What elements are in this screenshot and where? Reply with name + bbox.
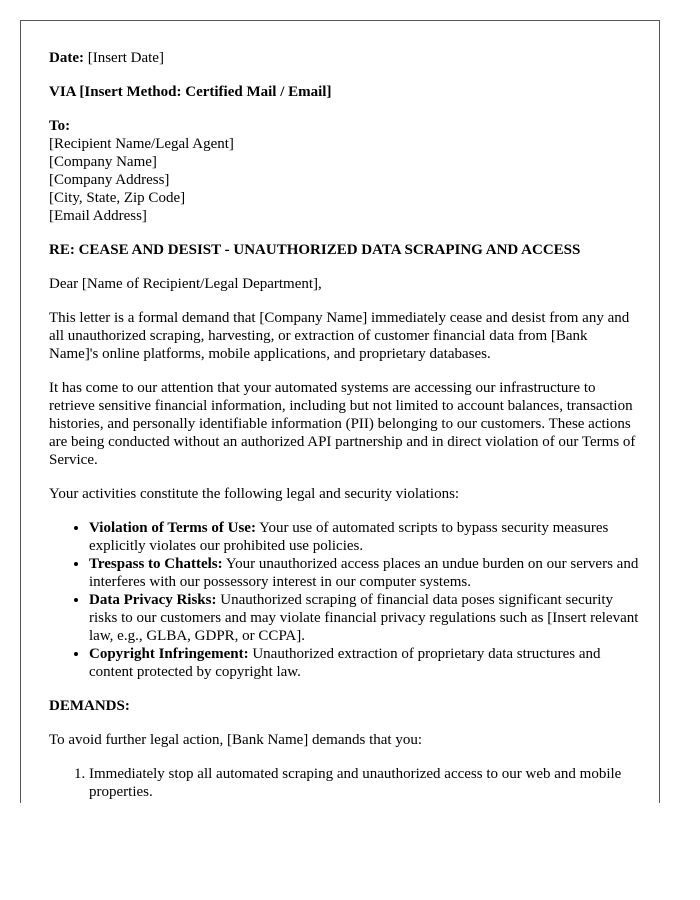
recipient-city: [City, State, Zip Code]	[49, 190, 186, 206]
list-item: 1. Immediately stop all automated scraping and unauthorized access to our web and mobile properties.	[89, 765, 639, 801]
paragraph-demand: This letter is a formal demand that [Company Name] immediately cease and desist from any and all unauthorized scraping, harvesting, or extraction of customer financial data from [Bank Name]'s online platforms, mobile applications, and proprietary databases.	[49, 310, 630, 362]
date-value: [Insert Date]	[83, 50, 164, 66]
re-line	[49, 241, 639, 259]
recipient-block	[49, 117, 639, 225]
date-label: Date:	[49, 50, 84, 66]
demands-heading-text: DEMANDS:	[49, 698, 130, 714]
recipient-name: [Recipient Name/Legal Agent]	[49, 136, 234, 152]
paragraph-attention: It has come to our attention that your automated systems are accessing our infrastructure to retrieve sensitive financial information, including but not limited to account balances, transaction histories, and personally identifiable information (PII) belonging to our customers. These actions are being conducted without an authorized API partnership and in direct violation of our Terms of Service.	[49, 380, 636, 468]
via-line	[49, 83, 639, 101]
re-text: RE: CEASE AND DESIST - UNAUTHORIZED DATA SCRAPING AND ACCESS	[49, 242, 581, 258]
violation-term: Data Privacy Risks:	[89, 592, 217, 608]
letter-page	[20, 20, 660, 803]
list-item	[89, 591, 639, 645]
list-item	[89, 519, 639, 555]
violation-term: Violation of Terms of Use:	[89, 520, 256, 536]
to-label: To:	[49, 118, 71, 134]
demands-list	[49, 765, 639, 801]
recipient-company: [Company Name]	[49, 154, 157, 170]
demands-heading	[49, 697, 639, 715]
via-text: VIA [Insert Method: Certified Mail / Email]	[49, 84, 332, 100]
letter-content	[49, 49, 639, 803]
recipient-address: [Company Address]	[49, 172, 170, 188]
list-item	[89, 645, 639, 681]
demands-intro: To avoid further legal action, [Bank Name] demands that you:	[49, 732, 423, 748]
violation-text: Unauthorized scraping of financial data poses significant security risks to our customers and may violate financial privacy regulations such as [Insert relevant law, e.g., GLBA, GDPR, or CCPA].	[89, 592, 639, 644]
violation-term: Copyright Infringement:	[89, 646, 249, 662]
violation-text: Your use of automated scripts to bypass security measures explicitly violates our prohibited use policies.	[89, 520, 609, 554]
violation-term: Trespass to Chattels:	[89, 556, 223, 572]
list-item	[89, 555, 639, 591]
date-line	[49, 49, 639, 67]
paragraph-violations-intro: Your activities constitute the following legal and security violations:	[49, 486, 460, 502]
violation-text: Unauthorized extraction of proprietary data structures and content protected by copyright law.	[89, 646, 601, 680]
violations-list	[49, 519, 639, 681]
recipient-email: [Email Address]	[49, 208, 147, 224]
salutation: Dear [Name of Recipient/Legal Department],	[49, 276, 322, 292]
violation-text: Your unauthorized access places an undue burden on our servers and interferes with our possessory interest in our computer systems.	[89, 556, 639, 590]
